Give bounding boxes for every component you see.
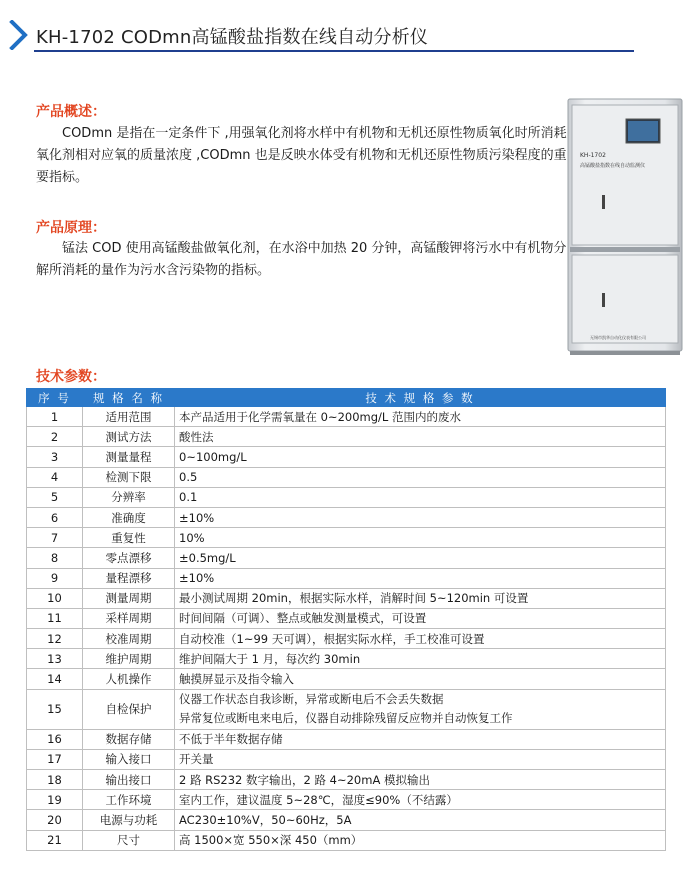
table-row xyxy=(27,447,666,467)
row-number: 3 xyxy=(27,447,83,467)
table-row xyxy=(27,729,666,749)
table-row xyxy=(27,629,666,649)
row-number: 7 xyxy=(27,528,83,548)
table-row xyxy=(27,528,666,548)
row-value: 0.5 xyxy=(175,467,666,487)
row-number: 15 xyxy=(27,689,83,729)
row-name: 输出接口 xyxy=(83,770,175,790)
row-value-line: 仪器工作状态自我诊断，异常或断电后不会丢失数据 xyxy=(179,692,444,707)
row-number: 12 xyxy=(27,629,83,649)
row-name: 尺寸 xyxy=(83,830,175,850)
row-value: 最小测试周期 20min，根据实际水样，消解时间 5~120min 可设置 xyxy=(175,588,666,608)
cabinet-model-label: KH-1702 xyxy=(580,152,606,159)
row-value: 触摸屏显示及指令输入 xyxy=(175,669,666,689)
row-name: 量程漂移 xyxy=(83,568,175,588)
row-number: 1 xyxy=(27,407,83,427)
row-value: ±10% xyxy=(175,568,666,588)
table-row xyxy=(27,830,666,850)
cabinet-name-label: 高锰酸盐指数在线自动监测仪 xyxy=(580,163,646,169)
table-row xyxy=(27,810,666,830)
row-number: 14 xyxy=(27,669,83,689)
table-row xyxy=(27,689,666,729)
column-header-no: 序 号 xyxy=(27,389,83,407)
table-row xyxy=(27,790,666,810)
row-name: 自检保护 xyxy=(83,689,175,729)
table-row xyxy=(27,568,666,588)
row-value: 不低于半年数据存储 xyxy=(175,729,666,749)
principle-text: 锰法 COD 使用高锰酸盐做氧化剂，在水浴中加热 20 分钟，高锰酸钾将污水中有机物分解所消耗的量作为污水含污染物的指标。 xyxy=(36,241,567,278)
row-value: 酸性法 xyxy=(175,427,666,447)
row-number: 2 xyxy=(27,427,83,447)
row-value: 10% xyxy=(175,528,666,548)
row-name: 维护周期 xyxy=(83,649,175,669)
row-number: 17 xyxy=(27,749,83,769)
cabinet-company-label: 无锡市凯华自动化仪表有限公司 xyxy=(590,335,646,340)
row-name: 电源与功耗 xyxy=(83,810,175,830)
page-header xyxy=(0,0,700,60)
row-number: 10 xyxy=(27,588,83,608)
row-value: 0.1 xyxy=(175,487,666,507)
row-name: 工作环境 xyxy=(83,790,175,810)
row-number: 9 xyxy=(27,568,83,588)
row-number: 8 xyxy=(27,548,83,568)
column-header-value: 技 术 规 格 参 数 xyxy=(175,389,666,407)
header-divider xyxy=(34,50,634,52)
table-row xyxy=(27,608,666,628)
row-name: 输入接口 xyxy=(83,749,175,769)
row-name: 重复性 xyxy=(83,528,175,548)
row-name: 测试方法 xyxy=(83,427,175,447)
row-value: 本产品适用于化学需氧量在 0~200mg/L 范围内的废水 xyxy=(175,407,666,427)
row-number: 13 xyxy=(27,649,83,669)
page-title: KH-1702 CODmn高锰酸盐指数在线自动分析仪 xyxy=(36,27,429,48)
row-number: 16 xyxy=(27,729,83,749)
row-value: 室内工作，建议温度 5~28℃，湿度≤90%（不结露） xyxy=(175,790,666,810)
row-number: 11 xyxy=(27,608,83,628)
row-name: 测量量程 xyxy=(83,447,175,467)
row-name: 检测下限 xyxy=(83,467,175,487)
row-name: 适用范围 xyxy=(83,407,175,427)
table-row xyxy=(27,770,666,790)
row-number: 20 xyxy=(27,810,83,830)
row-value: 时间间隔（可调）、整点或触发测量模式，可设置 xyxy=(175,608,666,628)
row-name: 测量周期 xyxy=(83,588,175,608)
overview-heading: 产品概述： xyxy=(36,104,106,120)
row-name: 分辨率 xyxy=(83,487,175,507)
row-value: AC230±10%V，50~60Hz，5A xyxy=(175,810,666,830)
spec-table xyxy=(26,388,666,851)
chevron-right-icon xyxy=(8,20,30,50)
row-number: 18 xyxy=(27,770,83,790)
row-name: 采样周期 xyxy=(83,608,175,628)
table-row xyxy=(27,649,666,669)
principle-heading: 产品原理： xyxy=(36,220,106,236)
row-value: 维护间隔大于 1 月，每次约 30min xyxy=(175,649,666,669)
row-value: 自动校准（1~99 天可调），根据实际水样，手工校准可设置 xyxy=(175,629,666,649)
table-row xyxy=(27,749,666,769)
table-row xyxy=(27,507,666,527)
row-name: 零点漂移 xyxy=(83,548,175,568)
row-number: 6 xyxy=(27,507,83,527)
table-row xyxy=(27,588,666,608)
table-row xyxy=(27,487,666,507)
row-value: 开关量 xyxy=(175,749,666,769)
row-name: 校准周期 xyxy=(83,629,175,649)
row-value-line: 异常复位或断电来电后，仪器自动排除残留反应物并自动恢复工作 xyxy=(179,711,513,726)
row-name: 人机操作 xyxy=(83,669,175,689)
column-header-name: 规 格 名 称 xyxy=(83,389,175,407)
analyzer-cabinet-image xyxy=(566,97,684,357)
row-value: ±0.5mg/L xyxy=(175,548,666,568)
row-value: ±10% xyxy=(175,507,666,527)
table-row xyxy=(27,407,666,427)
row-number: 21 xyxy=(27,830,83,850)
row-name: 数据存储 xyxy=(83,729,175,749)
table-row xyxy=(27,467,666,487)
row-number: 4 xyxy=(27,467,83,487)
table-row xyxy=(27,548,666,568)
spec-table-header xyxy=(27,389,666,407)
table-row xyxy=(27,669,666,689)
spec-heading: 技术参数： xyxy=(36,369,106,385)
row-name: 准确度 xyxy=(83,507,175,527)
row-value: 0~100mg/L xyxy=(175,447,666,467)
row-number: 19 xyxy=(27,790,83,810)
table-row xyxy=(27,427,666,447)
overview-text: CODmn 是指在一定条件下 ,用强氧化剂将水样中有机物和无机还原性物质氧化时所消耗氧化剂相对应氧的质量浓度 ,CODmn 也是反映水体受有机物和无机还原性物质污染程度的重要指标。 xyxy=(36,126,567,185)
row-number: 5 xyxy=(27,487,83,507)
row-value xyxy=(175,689,666,729)
row-value: 2 路 RS232 数字输出，2 路 4~20mA 模拟输出 xyxy=(175,770,666,790)
row-value: 高 1500×宽 550×深 450（mm） xyxy=(175,830,666,850)
